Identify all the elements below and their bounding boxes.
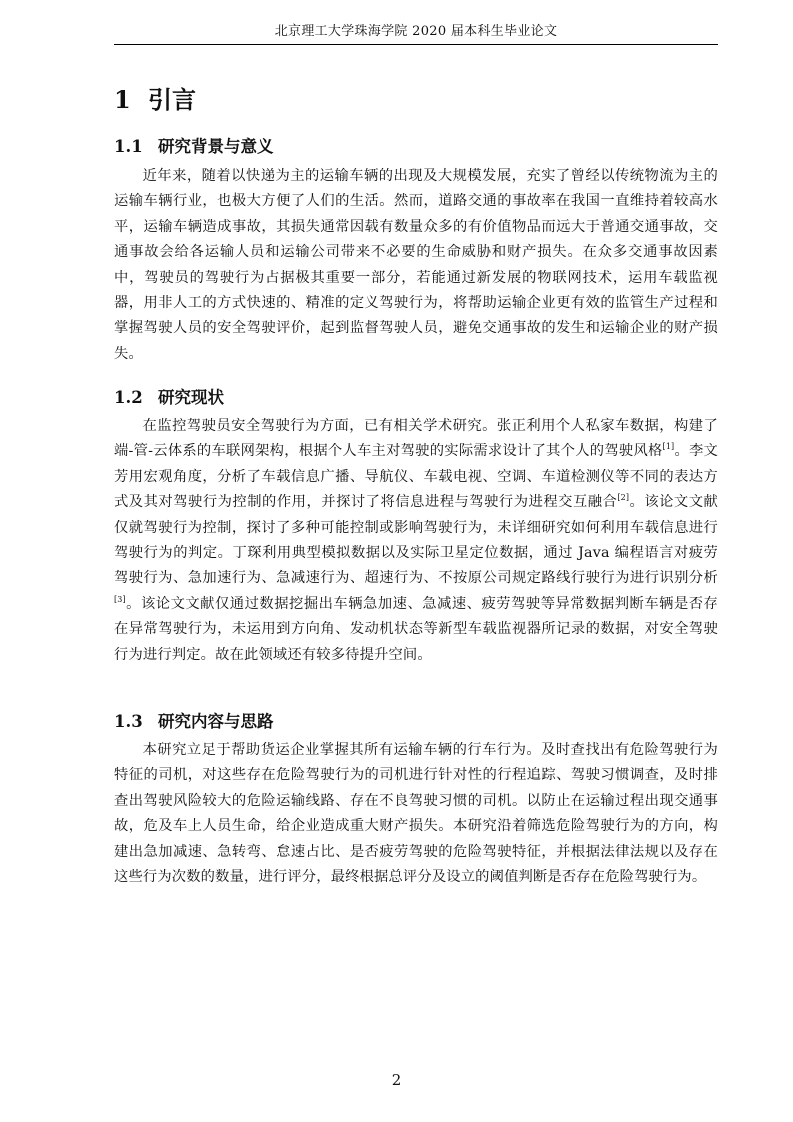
citation-3[interactable]: [3] <box>114 595 126 605</box>
page-number: 2 <box>391 1071 402 1089</box>
chapter-title: 引言 <box>148 85 196 114</box>
section-1-1-paragraph: 近年来，随着以快递为主的运输车辆的出现及大规模发展，充实了曾经以传统物流为主的运输车辆行业，也极大方便了人们的生活。然而，道路交通的事故率在我国一直维持着较高水平，运输车辆造成事故，其损失通常因载有数量众多的有价值物品而远大于普通交通事故，交通事故会给各运输人员和运输公司带来不必要的生命威胁和财产损失。在众多交通事故因素中，驾驶员的驾驶行为占据极其重要一部分，若能通过新发展的物联网技术，运用车载监视器，用非人工的方式快速的、精准的定义驾驶行为，将帮助运输企业更有效的监管生产过程和掌握驾驶人员的安全驾驶评价，起到监督驾驶人员，避免交通事故的发生和运输企业的财产损失。 <box>114 168 718 362</box>
section-heading-1-2 <box>114 384 224 408</box>
section-heading-1-3 <box>114 708 274 732</box>
paragraph-text: 。李文芳用宏观角度，分析了车载信息广播、导航仪、车载电视、空调、车道检测仪等不同的表达方式及其对驾驶行为控制的作用，并探讨了将信息进程与驾驶行为进程交互融合 <box>114 443 718 511</box>
section-1-3-paragraph: 本研究立足于帮助货运企业掌握其所有运输车辆的行车行为。及时查找出有危险驾驶行为特征的司机，对这些存在危险驾驶行为的司机进行针对性的行程追踪、驾驶习惯调查，及时排查出驾驶风险较大的危险运输线路、存在不良驾驶习惯的司机。以防止在运输过程出现交通事故，危及车上人员生命，给企业造成重大财产损失。本研究沿着筛选危险驾驶行为的方向，构建出急加减速、急转弯、怠速占比、是否疲劳驾驶的危险驾驶特征，并根据法律法规以及存在这些行为次数的数量，进行评分，最终根据总评分及设立的阈值判断是否存在危险驾驶行为。 <box>114 742 718 886</box>
section-number: 1.3 <box>114 712 143 731</box>
section-heading-1-1 <box>114 133 274 157</box>
running-header: 北京理工大学珠海学院 2020 届本科生毕业论文 <box>274 24 558 39</box>
chapter-heading <box>114 80 196 115</box>
section-title: 研究背景与意义 <box>158 137 274 156</box>
section-title: 研究现状 <box>158 388 224 407</box>
section-number: 1.1 <box>114 137 143 156</box>
paragraph-text: 在监控驾驶员安全驾驶行为方面，已有相关学术研究。张正利用个人私家车数据，构建了端-管-云体系的车联网架构，根据个人车主对驾驶的实际需求设计了其个人的驾驶风格 <box>114 418 718 460</box>
citation-1[interactable]: [1] <box>662 442 675 452</box>
header-rule <box>114 44 718 45</box>
paragraph-text: 。该论文文献仅就驾驶行为控制，探讨了多种可能控制或影响驾驶行为，未详细研究如何利用车载信息进行驾驶行为的判定。丁琛利用典型模拟数据以及实际卫星定位数据，通过 Java 编程语言对疲劳驾驶行为、急加速行为、急减速行为、超速行为、不按原公司规定路线行驶行为进行识别分析 <box>114 494 718 587</box>
section-title: 研究内容与思路 <box>158 712 274 731</box>
chapter-number: 1 <box>114 85 131 114</box>
section-1-2-paragraph <box>114 414 718 668</box>
paragraph-text: 。该论文文献仅通过数据挖掘出车辆急加速、急减速、疲劳驾驶等异常数据判断车辆是否存在异常驾驶行为，未运用到方向角、发动机状态等新型车载监视器所记录的数据，对安全驾驶行为进行判定。故在此领域还有较多待提升空间。 <box>114 595 718 663</box>
section-number: 1.2 <box>114 388 143 407</box>
citation-2[interactable]: [2] <box>617 493 630 503</box>
